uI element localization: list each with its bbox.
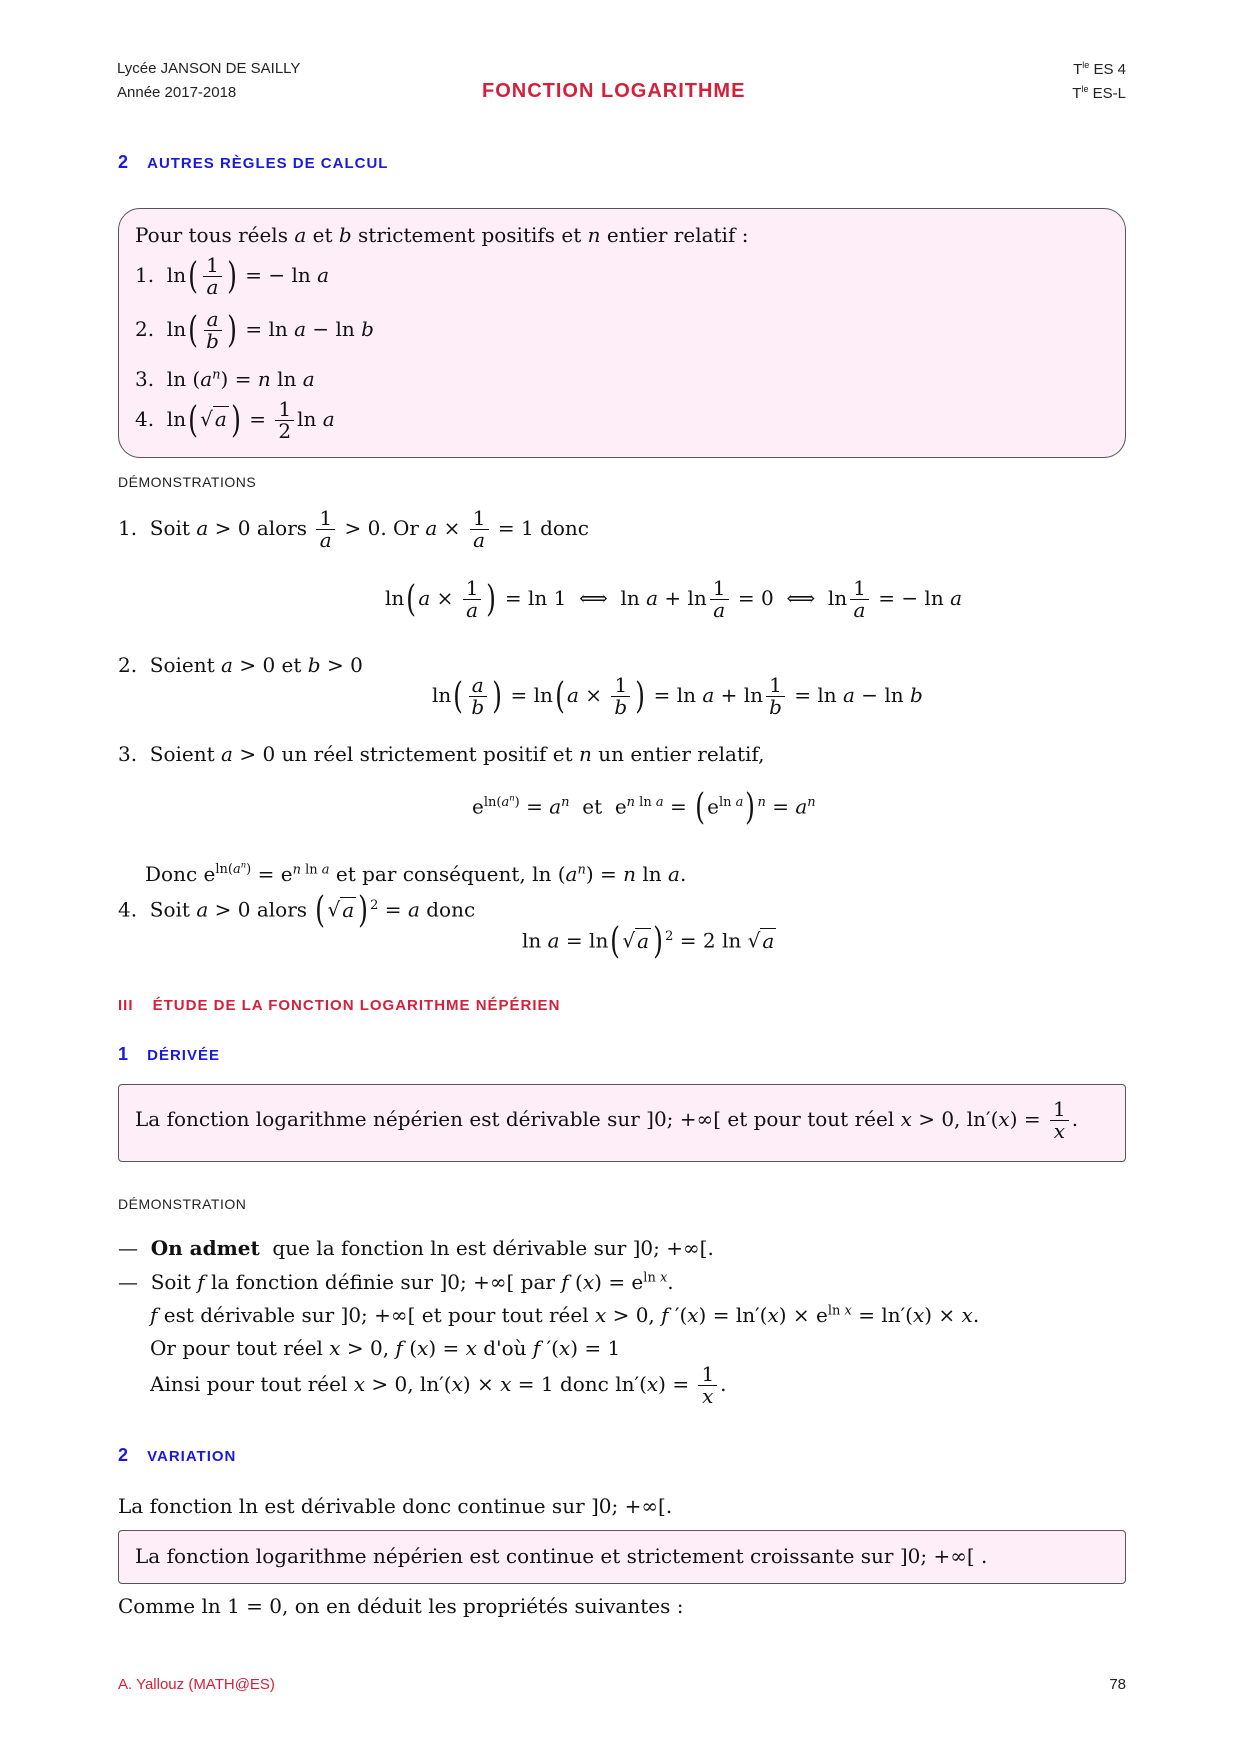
rule-4: 4. ln( √ a ) = $\frac{1}{2}$ ln a <box>135 397 335 443</box>
rules-theorem-box <box>118 208 1126 458</box>
demo-1-statement: 1. Soit a > 0 alors $\frac{1}{a}$ > 0. Or a × $\frac{1}{a}$ = 1 donc <box>118 506 589 552</box>
rule-2: 2. ln( $\frac{a}{b}$ ) = ln a − ln b <box>135 307 374 353</box>
variation-intro: La fonction ln est dérivable donc continue sur ]0; +∞[. <box>118 1494 673 1518</box>
page-number: 78 <box>1109 1676 1126 1693</box>
derivative-theorem: La fonction logarithme népérien est dérivable sur ]0; +∞[ et pour tout réel x > 0, ln′(x) = $\frac{1}{x}$ . <box>135 1097 1079 1143</box>
demo-4-equation: ln a = ln( √ a ) $^2$ = 2 ln √ a <box>522 921 775 962</box>
school-name: Lycée JANSON DE SAILLY <box>117 60 301 77</box>
rules-intro: Pour tous réels a et b strictement positifs et n entier relatif : <box>135 223 749 247</box>
variation-outro: Comme ln 1 = 0, on en déduit les propriétés suivantes : <box>118 1594 684 1618</box>
school-year: Année 2017-2018 <box>117 84 237 101</box>
demonstration-label: DÉMONSTRATION <box>118 1196 247 1212</box>
class-label-2: $T^{le}$ ES-L <box>1072 84 1126 102</box>
variation-theorem: La fonction logarithme népérien est continue et strictement croissante sur ]0; +∞[ . <box>135 1544 988 1568</box>
variation-theorem-box <box>118 1530 1126 1584</box>
demo-4-statement: 4. Soit a > 0 alors ( √ a ) $^2$ = a donc <box>118 890 476 931</box>
part-three-heading: III ÉTUDE DE LA FONCTION LOGARITHME NÉPÉRIEN <box>118 997 561 1014</box>
demo-3-equation: $e^{ln(a^n)} = a^n$ et $e^{n ln a}$ = ( $e^{ln a}$) $^n = a^n$ <box>472 787 816 828</box>
admit-bold: On admet <box>150 1236 260 1260</box>
derivative-theorem-box <box>118 1084 1126 1162</box>
section-heading-other-rules: 2 AUTRES RÈGLES DE CALCUL <box>118 152 389 172</box>
footer-author: A. Yallouz (MATH@ES) <box>118 1676 275 1693</box>
derivative-demo-line-1: — On admet que la fonction ln est dérivable sur ]0; +∞[. <box>118 1236 714 1260</box>
derivative-demo-line-2: — Soit f la fonction définie sur ]0; +∞[ par f $(x) = e^{ln x}$. <box>118 1270 674 1294</box>
derivative-demo-line-3: f est dérivable sur ]0; +∞[ et pour tout réel x > 0, f $'(x) = \ln'(x) \times e^{ln x} = \ln'(x) \times x$. <box>150 1303 980 1327</box>
section-heading-derivative: 1 DÉRIVÉE <box>118 1044 220 1064</box>
class-label-1: $T^{le}$ ES 4 <box>1073 60 1126 78</box>
demo-2-statement: 2. Soient a > 0 et b > 0 <box>118 653 363 677</box>
rule-3: 3. $\ln (a^n) = n$ ln a <box>135 367 315 391</box>
derivative-demo-line-4: Or pour tout réel x > 0, f (x) = x d'où f ′(x) = 1 <box>150 1336 621 1360</box>
demo-2-equation: ln( $\frac{a}{b}$ ) = ln( a × $\frac{1}{b}$ ) = ln a + ln $\frac{1}{b}$ = ln a − ln b <box>432 673 923 719</box>
demo-1-equation: ln( a × $\frac{1}{a}$ ) = ln 1 ⟺ ln a + ln $\frac{1}{a}$ = 0 ⟺ ln $\frac{1}{a}$ = − ln a <box>385 576 963 622</box>
demonstrations-label: DÉMONSTRATIONS <box>118 474 257 490</box>
section-heading-variation: 2 VARIATION <box>118 1445 237 1465</box>
derivative-demo-line-5: Ainsi pour tout réel x > 0, ln′(x) × x = 1 donc ln′(x) = $\frac{1}{x}$ . <box>150 1362 727 1408</box>
document-title: FONCTION LOGARITHME <box>482 80 746 102</box>
demo-3-statement: 3. Soient a > 0 un réel strictement positif et n un entier relatif, <box>118 742 765 766</box>
demo-3-conclusion: Donc $e^{ln(a^n)} = e^{n ln a}$ et par conséquent, $\ln (a^n) = n$ ln a. <box>145 860 687 886</box>
rule-1: 1. ln( $\frac{1}{a}$ ) = − ln a <box>135 253 330 299</box>
